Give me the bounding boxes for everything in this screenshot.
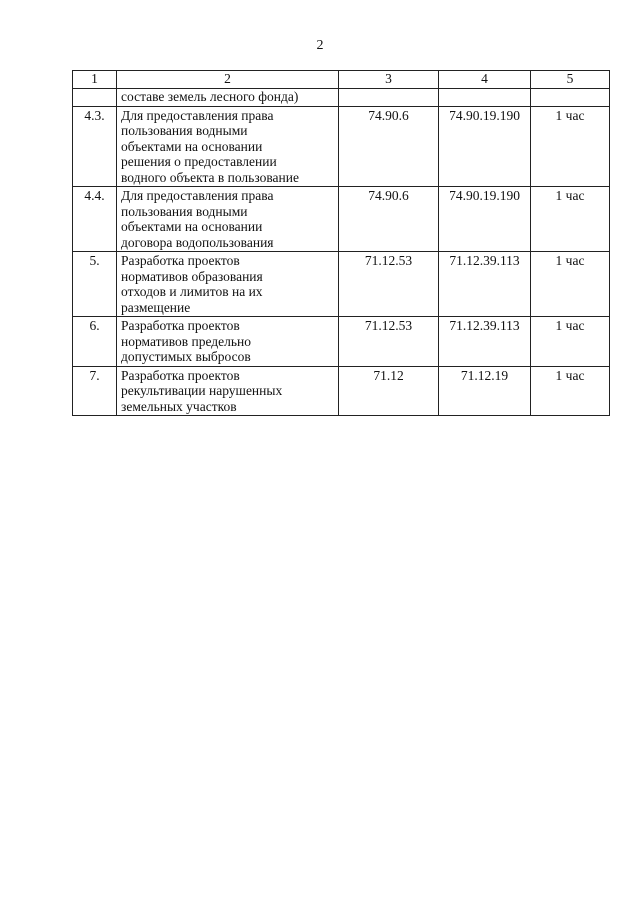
continuation-name-cell: составе земель лесного фонда) xyxy=(117,89,339,107)
row-name-line: размещение xyxy=(121,299,191,315)
row-name-cell xyxy=(117,187,339,252)
row-name-line: пользования водными xyxy=(121,203,248,219)
row-name-line: договора водопользования xyxy=(121,234,274,250)
row-name-line: нормативов образования xyxy=(121,268,263,284)
header-cell-4: 4 xyxy=(439,71,531,89)
row-name-cell xyxy=(117,106,339,187)
row-code-4-cell: 71.12.19 xyxy=(439,366,531,416)
row-code-4-cell: 74.90.19.190 xyxy=(439,106,531,187)
table-header-row xyxy=(73,71,610,89)
row-number-cell: 4.4. xyxy=(73,187,117,252)
table-row xyxy=(73,106,610,187)
row-name-line: нормативов предельно xyxy=(121,333,252,349)
row-name-line: пользования водными xyxy=(121,123,248,138)
row-name-line: допустимых выбросов xyxy=(121,349,251,364)
header-cell-2: 2 xyxy=(117,71,339,89)
row-name-cell xyxy=(117,317,339,367)
table-row xyxy=(73,187,610,252)
header-cell-3: 3 xyxy=(339,71,439,89)
table-row xyxy=(73,252,610,317)
row-code-3-cell: 71.12 xyxy=(339,366,439,416)
row-name-line: Для предоставления права xyxy=(121,188,274,203)
header-cell-5: 5 xyxy=(531,71,610,89)
row-number-cell: 6. xyxy=(73,317,117,367)
row-name-line: решения о предоставлении xyxy=(121,154,277,169)
row-number-cell: 7. xyxy=(73,366,117,416)
row-name-line: Разработка проектов xyxy=(121,253,240,268)
row-code-4-cell: 74.90.19.190 xyxy=(439,187,531,252)
continuation-row xyxy=(73,89,610,107)
row-number-cell: 4.3. xyxy=(73,106,117,187)
services-table xyxy=(72,70,610,416)
row-duration-cell: 1 час xyxy=(531,366,610,416)
table-row xyxy=(73,366,610,416)
continuation-num-cell xyxy=(73,89,117,107)
row-code-3-cell: 71.12.53 xyxy=(339,317,439,367)
row-duration-cell: 1 час xyxy=(531,106,610,187)
row-duration-cell: 1 час xyxy=(531,252,610,317)
row-name-line: объектами на основании xyxy=(121,138,263,154)
row-code-3-cell: 74.90.6 xyxy=(339,187,439,252)
row-name-line: водного объекта в пользование xyxy=(121,169,299,185)
table-row xyxy=(73,317,610,367)
header-cell-1: 1 xyxy=(73,71,117,89)
row-code-3-cell: 71.12.53 xyxy=(339,252,439,317)
row-name-cell xyxy=(117,252,339,317)
row-name-cell xyxy=(117,366,339,416)
row-name-line: отходов и лимитов на их xyxy=(121,284,263,299)
row-code-4-cell: 71.12.39.113 xyxy=(439,317,531,367)
continuation-col3-cell xyxy=(339,89,439,107)
row-name-line: Для предоставления права xyxy=(121,107,274,123)
continuation-col5-cell xyxy=(531,89,610,107)
row-name-line: рекультивации нарушенных xyxy=(121,383,283,398)
row-name-line: земельных участков xyxy=(121,398,237,414)
continuation-col4-cell xyxy=(439,89,531,107)
row-duration-cell: 1 час xyxy=(531,187,610,252)
row-number-cell: 5. xyxy=(73,252,117,317)
row-name-line: Разработка проектов xyxy=(121,318,240,333)
row-duration-cell: 1 час xyxy=(531,317,610,367)
row-code-3-cell: 74.90.6 xyxy=(339,106,439,187)
page-number: 2 xyxy=(316,38,324,53)
row-name-line: объектами на основании xyxy=(121,219,263,234)
row-code-4-cell: 71.12.39.113 xyxy=(439,252,531,317)
row-name-line: Разработка проектов xyxy=(121,367,240,383)
